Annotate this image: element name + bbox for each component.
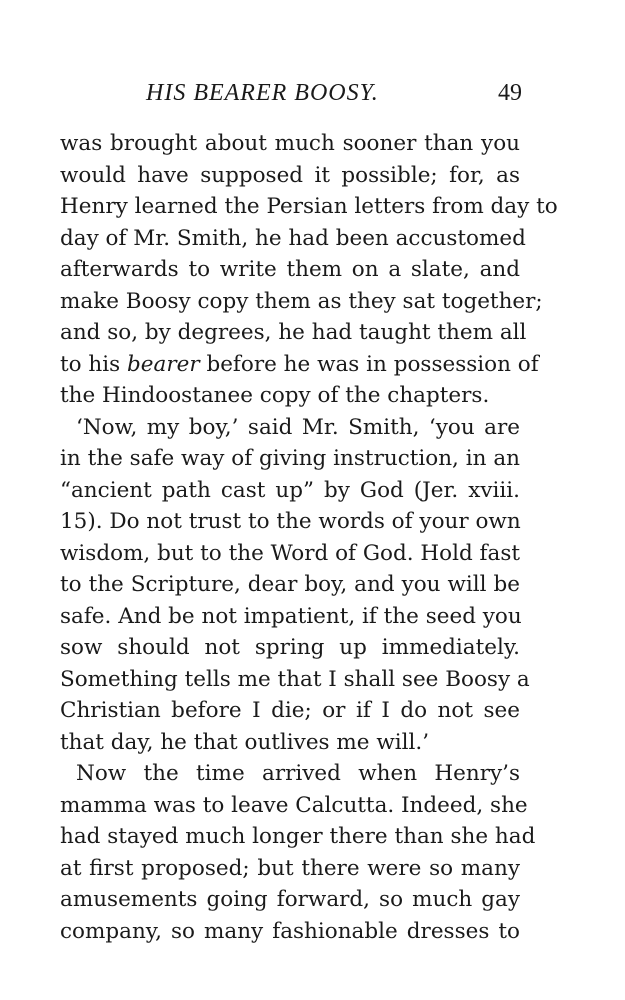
running-title: HIS BEARER BOOSY. <box>146 80 379 106</box>
text-line: make Boosy copy them as they sat together; <box>60 288 543 314</box>
text-line: Henry learned the Persian letters from day to <box>60 194 558 219</box>
text-line: and so, by degrees, he had taught them all <box>60 320 527 345</box>
text-line: day of Mr. Smith, he had been accustomed <box>60 225 526 251</box>
text-line: wisdom, but to the Word of God. Hold fast <box>60 540 520 566</box>
text-line: sow should not spring up immediately. <box>60 635 520 660</box>
text-line: Now the time arrived when Henry’s <box>76 761 520 786</box>
text-line: had stayed much longer there than she had <box>60 824 536 849</box>
text-line: to the Scripture, dear boy, and you will be <box>60 572 520 597</box>
text-line: Christian before I die; or if I do not see <box>60 698 520 723</box>
text-line: “ancient path cast up” by God (Jer. xviii. <box>60 477 520 503</box>
text-line: the Hindoostanee copy of the chapters. <box>60 383 490 408</box>
text-line: at first proposed; but there were so many <box>60 855 520 881</box>
text-line: afterwards to write them on a slate, and <box>60 257 520 282</box>
text-segment: before he was in possession of <box>199 351 539 377</box>
text-line: Something tells me that I shall see Boosy a <box>60 666 530 692</box>
running-head <box>60 80 522 112</box>
text-line: amusements going forward, so much gay <box>60 887 520 912</box>
body-text <box>60 128 558 947</box>
page-number: 49 <box>498 80 522 106</box>
text-line <box>60 349 539 381</box>
text-line: 15). Do not trust to the words of your own <box>60 509 521 534</box>
text-line: was brought about much sooner than you <box>60 131 520 156</box>
text-line: company, so many fashionable dresses to <box>60 918 520 944</box>
text-line: would have supposed it possible; for, as <box>60 162 520 188</box>
text-line: ‘Now, my boy,’ said Mr. Smith, ‘you are <box>76 414 520 440</box>
text-segment: to his <box>60 351 128 377</box>
text-line: that day, he that outlives me will.’ <box>60 729 430 755</box>
text-line: mamma was to leave Calcutta. Indeed, she <box>60 792 528 818</box>
text-line: in the safe way of giving instruction, in an <box>60 446 520 471</box>
italic-word-bearer: bearer <box>127 351 200 377</box>
text-line: safe. And be not impatient, if the seed you <box>60 603 522 629</box>
